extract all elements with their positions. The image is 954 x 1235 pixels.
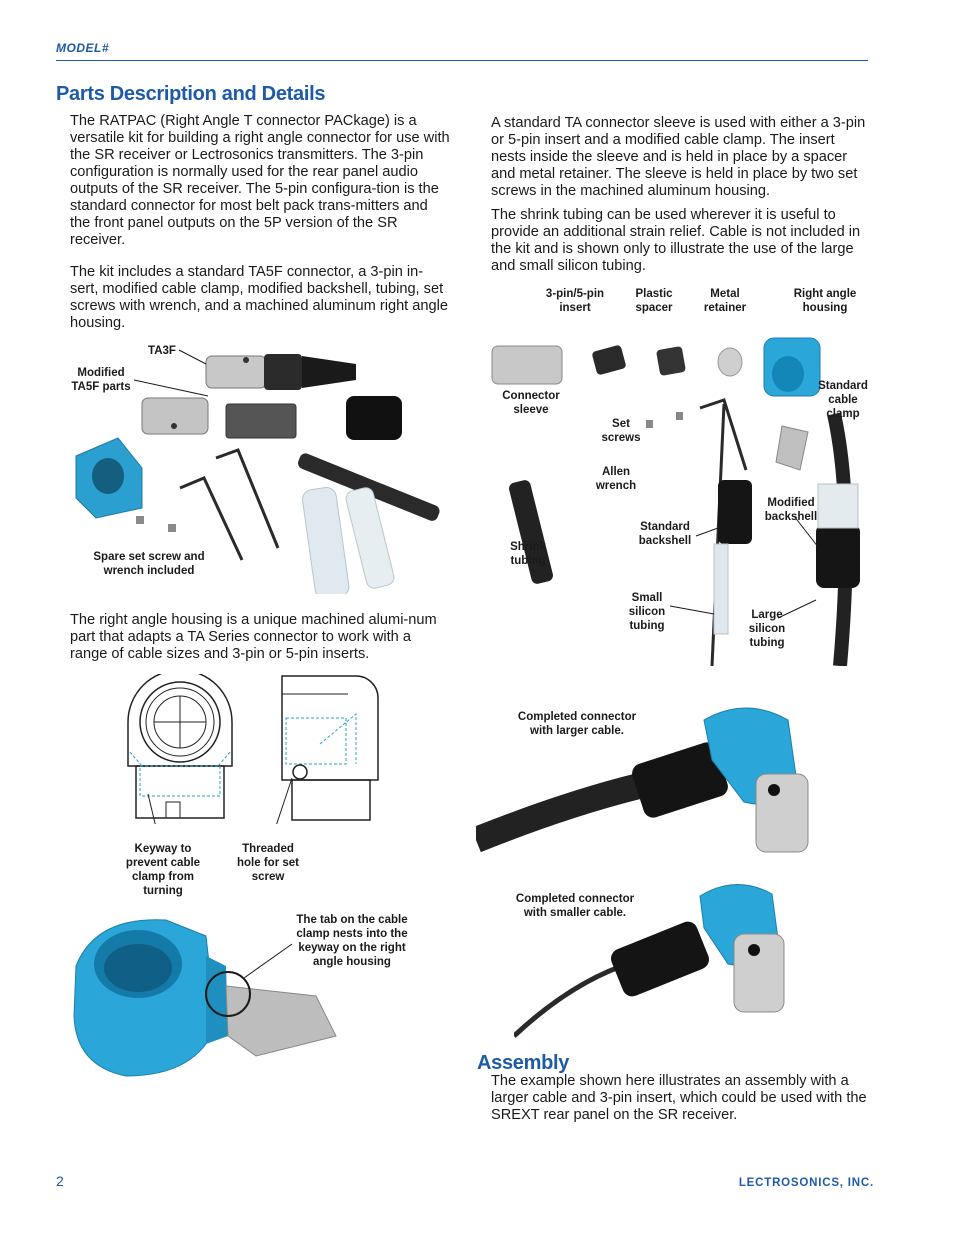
label-ta3f: TA3F	[148, 345, 176, 357]
left-paragraph-1: The RATPAC (Right Angle T connector PACkage) is a versatile kit for building a right angle connector for use with the SR receiver or Lectrosonics transmitters. The 3-pin configuration is normally used for the rear panel audio outputs of the SR receiver. The 5-pin configura-tion is the standard connector for most belt pack trans-mitters and the front panel outputs on the 5P version of the SR receiver.	[70, 113, 450, 248]
footer-company: LECTROSONICS, INC.	[738, 1177, 874, 1189]
label-completed-smaller: Completed connector with smaller cable.	[515, 893, 635, 919]
label-allen-wrench: Allen wrench	[595, 466, 637, 492]
model-header: MODEL#	[56, 41, 110, 55]
label-shrink-tubing: Shrink tubing	[510, 541, 546, 567]
label-spare-set-screw: Spare set screw and wrench included	[93, 551, 205, 577]
label-modified-ta5f: Modified TA5F parts	[71, 367, 131, 393]
section-title-parts: Parts Description and Details	[56, 83, 326, 105]
label-large-silicon-tubing: Large silicon tubing	[748, 609, 786, 649]
section-title-assembly: Assembly	[477, 1052, 570, 1074]
label-metal-retainer: Metal retainer	[703, 288, 747, 314]
label-standard-cable-clamp: Standard cable clamp	[818, 380, 868, 420]
label-completed-larger: Completed connector with larger cable.	[517, 711, 637, 737]
label-tab-keyway: The tab on the cable clamp nests into the keyway on the right angle housing	[296, 914, 408, 968]
label-right-angle-housing: Right angle housing	[793, 288, 857, 314]
label-connector-sleeve: Connector sleeve	[502, 390, 560, 416]
housing-technical-drawing	[120, 674, 390, 824]
label-keyway: Keyway to prevent cable clamp from turning	[125, 843, 201, 897]
left-paragraph-3: The right angle housing is a unique machined alumi-num part that adapts a TA Series connector to work with a range of cable sizes and 3-pin or 5-pin inserts.	[70, 612, 437, 662]
label-modified-backshell: Modified backshell	[764, 497, 818, 523]
label-insert: 3-pin/5-pin insert	[545, 288, 605, 314]
assembly-paragraph: The example shown here illustrates an assembly with a larger cable and 3-pin insert, which could be used with the SREXT rear panel on the SR receiver.	[491, 1073, 867, 1123]
right-paragraph-2: The shrink tubing can be used wherever it is useful to provide an additional strain relief. Cable is not included in the kit and is shown only to illustrate the use of the large and small silicon tubing.	[491, 207, 861, 274]
page-number: 2	[56, 1173, 64, 1189]
header-rule	[56, 60, 868, 61]
label-plastic-spacer: Plastic spacer	[635, 288, 673, 314]
right-paragraph-1: A standard TA connector sleeve is used with either a 3-pin or 5-pin insert and a modified cable clamp. The insert nests inside the sleeve and is held in place by a spacer and metal retainer. The sleeve is held in place by two set screws in the machined aluminum housing.	[491, 115, 866, 199]
label-small-silicon-tubing: Small silicon tubing	[628, 592, 666, 632]
label-standard-backshell: Standard backshell	[638, 521, 692, 547]
label-threaded-hole: Threaded hole for set screw	[237, 843, 299, 883]
left-paragraph-2: The kit includes a standard TA5F connector, a 3-pin in-sert, modified cable clamp, modified backshell, tubing, set screws with wrench, and a machined aluminum right angle housing.	[70, 264, 448, 331]
label-set-screws: Set screws	[601, 418, 641, 444]
